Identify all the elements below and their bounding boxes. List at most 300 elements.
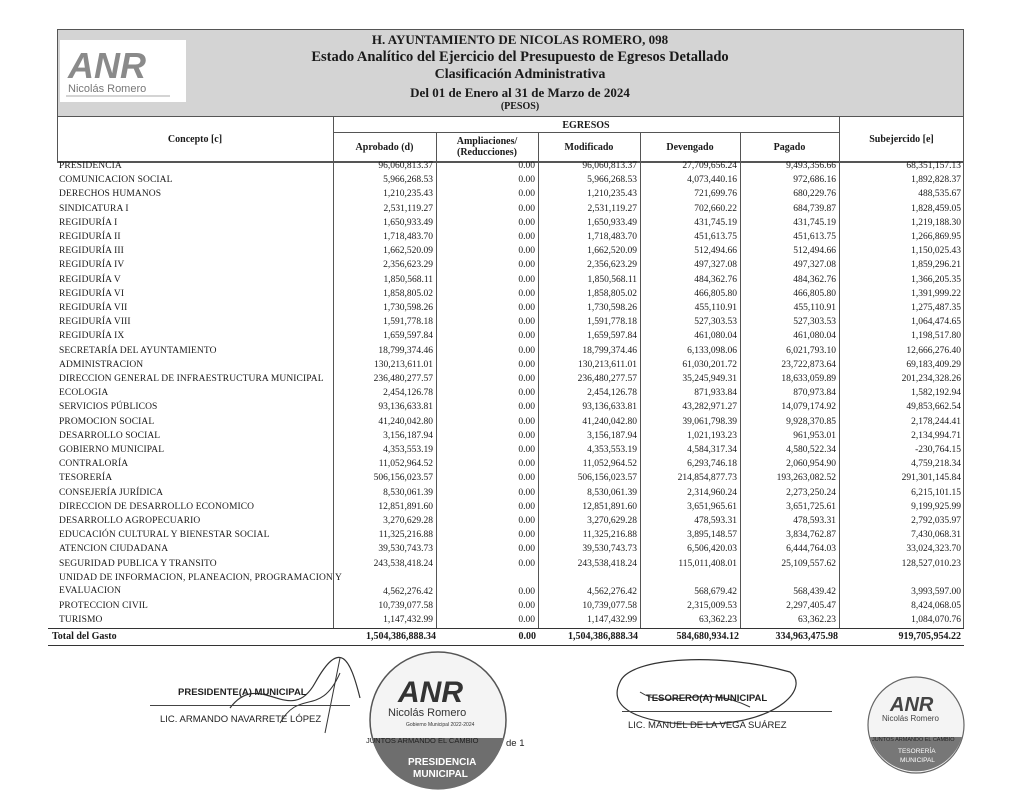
seal-left-years: Gobierno Municipal 2022-2024 <box>406 722 475 728</box>
row-paid: 461,080.04 <box>793 331 836 342</box>
row-ampl: 0.00 <box>518 303 535 313</box>
row-accrued: 871,933.84 <box>694 388 737 399</box>
table-row <box>57 260 964 274</box>
row-sub: 1,892,828.37 <box>911 175 961 186</box>
seal-right-office-2: MUNICIPAL <box>900 757 935 764</box>
seal-left-office-2: MUNICIPAL <box>413 769 468 780</box>
row-accrued: 6,293,746.18 <box>687 459 737 470</box>
row-accrued: 3,651,965.61 <box>687 501 737 512</box>
row-paid: 63,362.23 <box>798 615 836 625</box>
row-modified: 8,530,061.39 <box>587 487 637 498</box>
row-concept: GOBIERNO MUNICIPAL <box>59 445 165 455</box>
row-accrued: 431,745.19 <box>694 217 737 228</box>
row-sub: 1,266,869.95 <box>911 232 961 242</box>
row-sub: -230,764.15 <box>915 445 961 455</box>
row-approved: 1,662,520.09 <box>383 246 433 257</box>
row-ampl: 0.00 <box>518 501 535 512</box>
total-approved: 1,504,386,888.34 <box>366 631 436 642</box>
row-approved: 130,213,611.01 <box>373 359 433 370</box>
table-row <box>57 445 964 459</box>
table-row <box>57 232 964 246</box>
row-sub: 1,859,296.21 <box>911 260 961 271</box>
row-modified: 1,591,778.18 <box>587 317 637 328</box>
row-accrued: 461,080.04 <box>694 331 737 342</box>
row-accrued: 39,061,798.39 <box>682 416 737 427</box>
table-row <box>57 346 964 360</box>
total-sub: 919,705,954.22 <box>898 631 961 642</box>
row-sub: 1,064,474.65 <box>911 317 961 328</box>
col-concept-header: Concepto [c] <box>167 133 223 145</box>
row-modified: 1,210,235.43 <box>587 189 637 200</box>
row-concept: REGIDURÍA IV <box>59 260 125 271</box>
row-accrued: 6,133,098.06 <box>687 345 737 356</box>
report-subtitle: Clasificación Administrativa <box>434 67 606 82</box>
row-modified: 243,538,418.24 <box>577 558 637 569</box>
row-ampl: 0.00 <box>518 473 535 484</box>
page-fragment: de 1 <box>506 738 525 749</box>
row-ampl: 0.00 <box>518 345 535 356</box>
table-row <box>57 246 964 260</box>
row-ampl: 0.00 <box>518 317 535 328</box>
row-accrued: 63,362.23 <box>699 615 737 625</box>
table-row <box>57 331 964 345</box>
row-approved: 2,454,126.78 <box>383 388 433 399</box>
table-row <box>57 360 964 374</box>
col-paid-header: Pagado <box>773 141 806 153</box>
row-modified: 1,147,432.99 <box>587 615 637 625</box>
row-paid: 6,444,764.03 <box>786 544 836 555</box>
col-ampl-header-l2: (Reducciones) <box>457 147 517 158</box>
row-sub: 2,792,035.97 <box>911 516 961 526</box>
row-sub: 128,527,010.23 <box>901 558 961 569</box>
row-approved: 1,850,568.11 <box>383 274 433 285</box>
row-sub: 33,024,323.70 <box>906 544 961 555</box>
col-ampl-header <box>436 133 538 161</box>
row-concept: TURISMO <box>59 615 103 625</box>
row-approved: 39,530,743.73 <box>378 544 433 555</box>
row-paid: 14,079,174.92 <box>781 402 836 413</box>
row-sub: 1,391,999.22 <box>911 288 961 299</box>
seal-left-sub: Nicolás Romero <box>388 707 467 719</box>
table-row <box>57 488 964 502</box>
report-period: Del 01 de Enero al 31 de Marzo de 2024 <box>410 85 630 100</box>
table-row <box>57 601 964 615</box>
row-sub: 7,430,068.31 <box>911 530 961 541</box>
row-concept: REGIDURÍA V <box>59 274 121 285</box>
row-concept: EDUCACIÓN CULTURAL Y BIENESTAR SOCIAL <box>59 530 270 541</box>
row-sub: 1,150,025.43 <box>911 246 961 257</box>
total-label: Total del Gasto <box>52 631 117 642</box>
row-modified: 18,799,374.46 <box>582 345 637 356</box>
row-modified: 12,851,891.60 <box>582 501 637 512</box>
seal-left-motto: JUNTOS ARMANDO EL CAMBIO <box>366 736 479 745</box>
row-ampl: 0.00 <box>518 331 535 342</box>
row-sub: 4,759,218.34 <box>911 459 961 470</box>
row-ampl: 0.00 <box>518 288 535 299</box>
row-accrued: 214,854,877.73 <box>677 473 737 484</box>
row-ampl: 0.00 <box>518 260 535 271</box>
row-sub: 2,178,244.41 <box>911 416 961 427</box>
row-ampl: 0.00 <box>518 445 535 455</box>
row-sub: 12,666,276.40 <box>906 345 961 356</box>
row-approved: 41,240,042.80 <box>378 416 433 427</box>
row-concept: PRESIDENCIA <box>59 161 122 171</box>
row-concept: CONSEJERÍA JURÍDICA <box>59 487 164 498</box>
row-ampl: 0.00 <box>518 402 535 413</box>
row-sub: 1,582,192.94 <box>911 388 961 399</box>
row-accrued: 6,506,420.03 <box>687 544 737 555</box>
row-sub: 488,535.67 <box>918 189 961 200</box>
row-paid: 527,303.53 <box>793 317 836 328</box>
row-modified: 1,659,597.84 <box>587 331 637 342</box>
row-paid: 455,110.91 <box>793 303 836 313</box>
row-modified: 93,136,633.81 <box>582 402 637 413</box>
row-ampl: 0.00 <box>518 203 535 214</box>
treasurer-role: TESORERO(A) MUNICIPAL <box>646 693 768 704</box>
row-approved: 3,270,629.28 <box>383 516 433 526</box>
col-accrued-header: Devengado <box>666 141 714 153</box>
table-row <box>57 431 964 445</box>
row-modified: 236,480,277.57 <box>577 374 637 384</box>
row-modified: 11,052,964.52 <box>582 459 637 470</box>
row-paid: 3,834,762.87 <box>786 530 836 541</box>
row-approved: 1,718,483.70 <box>383 232 433 242</box>
total-row <box>48 628 964 646</box>
row-accrued: 512,494.66 <box>694 246 737 257</box>
row-sub: 9,199,925.99 <box>911 501 961 512</box>
row-ampl: 0.00 <box>518 175 535 186</box>
row-accrued: 466,805.80 <box>694 288 737 299</box>
table-row <box>57 275 964 289</box>
row-modified: 3,156,187.94 <box>587 430 637 441</box>
row-ampl: 0.00 <box>518 487 535 498</box>
row-sub: 291,301,145.84 <box>901 473 961 484</box>
row-paid: 497,327.08 <box>793 260 836 271</box>
row-concept: ECOLOGIA <box>59 388 109 399</box>
row-concept: DERECHOS HUMANOS <box>59 189 162 200</box>
row-paid: 684,739.87 <box>793 203 836 214</box>
row-paid: 2,297,405.47 <box>786 600 836 611</box>
row-ampl: 0.00 <box>518 189 535 200</box>
row-sub: 1,828,459.05 <box>911 203 961 214</box>
row-concept-cont: EVALUACION <box>59 585 122 596</box>
row-accrued: 2,315,009.53 <box>687 600 737 611</box>
row-modified: 4,562,276.42 <box>587 586 637 597</box>
seal-right-brand: ANR <box>890 694 934 716</box>
table-row <box>57 573 964 601</box>
row-ampl: 0.00 <box>518 217 535 228</box>
table-row <box>57 530 964 544</box>
table-row <box>57 374 964 388</box>
row-sub: 2,134,994.71 <box>911 430 961 441</box>
table-row <box>57 303 964 317</box>
table-row <box>57 459 964 473</box>
seal-left-brand: ANR <box>398 676 463 709</box>
row-concept: REGIDURÍA II <box>59 232 121 242</box>
row-paid: 478,593.31 <box>793 516 836 526</box>
row-ampl: 0.00 <box>518 530 535 541</box>
row-accrued: 43,282,971.27 <box>682 402 737 413</box>
row-concept: COMUNICACION SOCIAL <box>59 175 173 186</box>
row-paid: 6,021,793.10 <box>786 345 836 356</box>
seal-right-sub: Nicolás Romero <box>882 714 939 723</box>
row-approved: 1,730,598.26 <box>383 303 433 313</box>
president-role: PRESIDENTE(A) MUNICIPAL <box>178 687 307 698</box>
row-approved: 1,591,778.18 <box>383 317 433 328</box>
col-group-header: EGRESOS <box>562 119 610 131</box>
table-row <box>57 388 964 402</box>
row-approved: 5,966,268.53 <box>383 175 433 186</box>
presidency-seal <box>358 650 518 790</box>
row-modified: 2,454,126.78 <box>587 388 637 399</box>
row-approved: 4,353,553.19 <box>383 445 433 455</box>
row-concept: DIRECCION DE DESARROLLO ECONOMICO <box>59 501 255 512</box>
row-paid: 25,109,557.62 <box>781 558 836 569</box>
row-modified: 5,966,268.53 <box>587 175 637 186</box>
row-ampl: 0.00 <box>518 459 535 470</box>
row-approved: 506,156,023.57 <box>373 473 433 484</box>
row-paid: 2,273,250.24 <box>786 487 836 498</box>
row-concept: ADMINISTRACION <box>59 359 144 370</box>
row-paid: 4,580,522.34 <box>786 445 836 455</box>
row-concept: SERVICIOS PÚBLICOS <box>59 402 158 413</box>
row-accrued: 61,030,201.72 <box>682 359 737 370</box>
row-ampl: 0.00 <box>518 615 535 625</box>
row-concept: TESORERÍA <box>59 473 113 484</box>
row-sub: 8,424,068.05 <box>911 600 961 611</box>
row-concept: DESARROLLO SOCIAL <box>59 430 161 441</box>
table-row <box>57 161 964 175</box>
row-accrued: 35,245,949.31 <box>682 374 737 384</box>
col-approved-header: Aprobado (d) <box>355 141 414 153</box>
row-approved: 12,851,891.60 <box>378 501 433 512</box>
row-ampl: 0.00 <box>518 246 535 257</box>
table-row <box>57 502 964 516</box>
row-approved: 1,858,805.02 <box>383 288 433 299</box>
row-accrued: 3,895,148.57 <box>687 530 737 541</box>
row-modified: 1,718,483.70 <box>587 232 637 242</box>
col-modified-header: Modificado <box>564 141 614 153</box>
row-concept: REGIDURÍA III <box>59 246 124 257</box>
row-accrued: 527,303.53 <box>694 317 737 328</box>
row-approved: 1,659,597.84 <box>383 331 433 342</box>
row-concept: SECRETARÍA DEL AYUNTAMIENTO <box>59 345 217 356</box>
report-currency: (PESOS) <box>500 101 540 112</box>
row-accrued: 455,110.91 <box>694 303 737 313</box>
row-accrued: 4,584,317.34 <box>687 445 737 455</box>
report-title: Estado Analítico del Ejercicio del Presupuesto de Egresos Detallado <box>311 49 729 65</box>
row-ampl: 0.00 <box>518 516 535 526</box>
row-approved: 236,480,277.57 <box>373 374 433 384</box>
row-concept: PROTECCION CIVIL <box>59 600 148 611</box>
row-modified: 1,850,568.11 <box>587 274 637 285</box>
row-modified: 1,858,805.02 <box>587 288 637 299</box>
row-paid: 3,651,725.61 <box>786 501 836 512</box>
row-concept: REGIDURÍA VI <box>59 288 125 299</box>
row-accrued: 2,314,960.24 <box>687 487 737 498</box>
row-paid: 23,722,873.64 <box>781 359 836 370</box>
row-approved: 93,136,633.81 <box>378 402 433 413</box>
row-paid: 961,953.01 <box>793 430 836 441</box>
seal-left-office-1: PRESIDENCIA <box>408 757 477 768</box>
row-concept: CONTRALORÍA <box>59 459 129 470</box>
row-paid: 2,060,954.90 <box>786 459 836 470</box>
row-approved: 11,052,964.52 <box>378 459 433 470</box>
table-row <box>57 559 964 573</box>
row-modified: 130,213,611.01 <box>577 359 637 370</box>
row-sub: 49,853,662.54 <box>906 402 961 413</box>
row-sub: 1,275,487.35 <box>911 303 961 313</box>
table-row <box>57 516 964 530</box>
row-modified: 1,730,598.26 <box>587 303 637 313</box>
total-accrued: 584,680,934.12 <box>676 631 739 642</box>
row-sub: 1,198,517.80 <box>911 331 961 342</box>
table-row <box>57 218 964 232</box>
table-row <box>57 175 964 189</box>
row-modified: 2,531,119.27 <box>587 203 637 214</box>
row-ampl: 0.00 <box>518 558 535 569</box>
row-sub: 1,219,188.30 <box>911 217 961 228</box>
row-paid: 870,973.84 <box>793 388 836 399</box>
row-sub: 1,084,070.76 <box>911 615 961 625</box>
row-paid: 9,493,356.66 <box>786 161 836 171</box>
treasurer-name: LIC. MANUEL DE LA VEGA SUÁREZ <box>628 720 787 731</box>
row-approved: 3,156,187.94 <box>383 430 433 441</box>
row-ampl: 0.00 <box>518 600 535 611</box>
seal-right-office-1: TESORERÍA <box>898 748 936 755</box>
row-modified: 4,353,553.19 <box>587 445 637 455</box>
row-accrued: 497,327.08 <box>694 260 737 271</box>
row-concept: REGIDURÍA IX <box>59 331 125 342</box>
total-modified: 1,504,386,888.34 <box>568 631 638 642</box>
row-paid: 18,633,059.89 <box>781 374 836 384</box>
row-paid: 9,928,370.85 <box>786 416 836 427</box>
row-paid: 484,362.76 <box>793 274 836 285</box>
row-modified: 11,325,216.88 <box>582 530 637 541</box>
row-ampl: 0.00 <box>518 161 535 171</box>
row-sub: 6,215,101.15 <box>911 487 961 498</box>
row-ampl: 0.00 <box>518 416 535 427</box>
row-ampl: 0.00 <box>518 586 535 597</box>
row-modified: 41,240,042.80 <box>582 416 637 427</box>
row-paid: 972,686.16 <box>793 175 836 186</box>
table-row <box>57 473 964 487</box>
row-concept: PROMOCION SOCIAL <box>59 416 155 427</box>
row-accrued: 451,613.75 <box>694 232 737 242</box>
row-accrued: 478,593.31 <box>694 516 737 526</box>
table-row <box>57 189 964 203</box>
row-accrued: 721,699.76 <box>694 189 737 200</box>
row-paid: 431,745.19 <box>793 217 836 228</box>
row-accrued: 484,362.76 <box>694 274 737 285</box>
table-row <box>57 402 964 416</box>
table-row <box>57 417 964 431</box>
row-sub: 69,183,409.29 <box>906 359 961 370</box>
row-modified: 96,060,813.37 <box>582 161 637 171</box>
row-sub: 1,366,205.35 <box>911 274 961 285</box>
row-modified: 1,650,933.49 <box>587 217 637 228</box>
row-sub: 3,993,597.00 <box>911 586 961 597</box>
row-ampl: 0.00 <box>518 374 535 384</box>
logo-brand: ANR <box>68 45 146 86</box>
row-approved: 96,060,813.37 <box>378 161 433 171</box>
row-accrued: 27,709,656.24 <box>682 161 737 171</box>
row-modified: 39,530,743.73 <box>582 544 637 555</box>
table-row <box>57 615 964 629</box>
row-modified: 2,356,623.29 <box>587 260 637 271</box>
row-paid: 680,229.76 <box>793 189 836 200</box>
row-concept: DIRECCION GENERAL DE INFRAESTRUCTURA MUNICIPAL <box>59 374 324 384</box>
table-row <box>57 544 964 558</box>
row-paid: 193,263,082.52 <box>776 473 836 484</box>
seal-right-motto: JUNTOS ARMANDO EL CAMBIO <box>872 737 955 743</box>
row-ampl: 0.00 <box>518 274 535 285</box>
president-name: LIC. ARMANDO NAVARRETE LÓPEZ <box>160 714 322 725</box>
col-sub-header: Subejercido [e] <box>869 133 934 145</box>
row-paid: 568,439.42 <box>793 586 836 597</box>
row-approved: 2,356,623.29 <box>383 260 433 271</box>
municipal-logo <box>60 40 186 102</box>
row-approved: 2,531,119.27 <box>383 203 433 214</box>
table-row <box>57 204 964 218</box>
row-accrued: 568,679.42 <box>694 586 737 597</box>
row-ampl: 0.00 <box>518 232 535 242</box>
row-paid: 451,613.75 <box>793 232 836 242</box>
row-accrued: 115,011,408.01 <box>678 558 737 569</box>
total-paid: 334,963,475.98 <box>775 631 838 642</box>
row-approved: 8,530,061.39 <box>383 487 433 498</box>
row-sub: 68,351,157.13 <box>906 161 961 171</box>
row-approved: 243,538,418.24 <box>373 558 433 569</box>
row-modified: 3,270,629.28 <box>587 516 637 526</box>
row-approved: 10,739,077.58 <box>378 600 433 611</box>
row-approved: 1,210,235.43 <box>383 189 433 200</box>
row-concept: REGIDURÍA VII <box>59 303 128 313</box>
org-name: H. AYUNTAMIENTO DE NICOLAS ROMERO, 098 <box>371 32 669 47</box>
row-approved: 4,562,276.42 <box>383 586 433 597</box>
row-modified: 506,156,023.57 <box>577 473 637 484</box>
row-ampl: 0.00 <box>518 544 535 555</box>
row-paid: 512,494.66 <box>793 246 836 257</box>
row-concept: ATENCION CIUDADANA <box>59 544 169 555</box>
row-approved: 1,650,933.49 <box>383 217 433 228</box>
row-concept: REGIDURÍA I <box>59 217 118 228</box>
row-modified: 1,662,520.09 <box>587 246 637 257</box>
row-ampl: 0.00 <box>518 359 535 370</box>
row-accrued: 4,073,440.16 <box>687 175 737 186</box>
table-row <box>57 317 964 331</box>
col-ampl-header-l1: Ampliaciones/ <box>456 136 518 147</box>
total-ampl: 0.00 <box>518 631 536 642</box>
row-concept: UNIDAD DE INFORMACION, PLANEACION, PROGRAMACION Y <box>59 572 342 583</box>
header-text <box>190 31 850 113</box>
row-accrued: 1,021,193.23 <box>687 430 737 441</box>
row-ampl: 0.00 <box>518 388 535 399</box>
row-ampl: 0.00 <box>518 430 535 441</box>
row-concept: DESARROLLO AGROPECUARIO <box>59 516 201 526</box>
row-approved: 18,799,374.46 <box>378 345 433 356</box>
row-sub: 201,234,328.26 <box>901 374 961 384</box>
logo-sub: Nicolás Romero <box>68 83 147 95</box>
row-approved: 11,325,216.88 <box>378 530 433 541</box>
row-paid: 466,805.80 <box>793 288 836 299</box>
table-row <box>57 289 964 303</box>
row-concept: REGIDURÍA VIII <box>59 317 131 328</box>
row-approved: 1,147,432.99 <box>383 615 433 625</box>
row-concept: SEGURIDAD PUBLICA Y TRANSITO <box>59 558 217 569</box>
treasury-seal <box>866 675 966 775</box>
row-accrued: 702,660.22 <box>694 203 737 214</box>
